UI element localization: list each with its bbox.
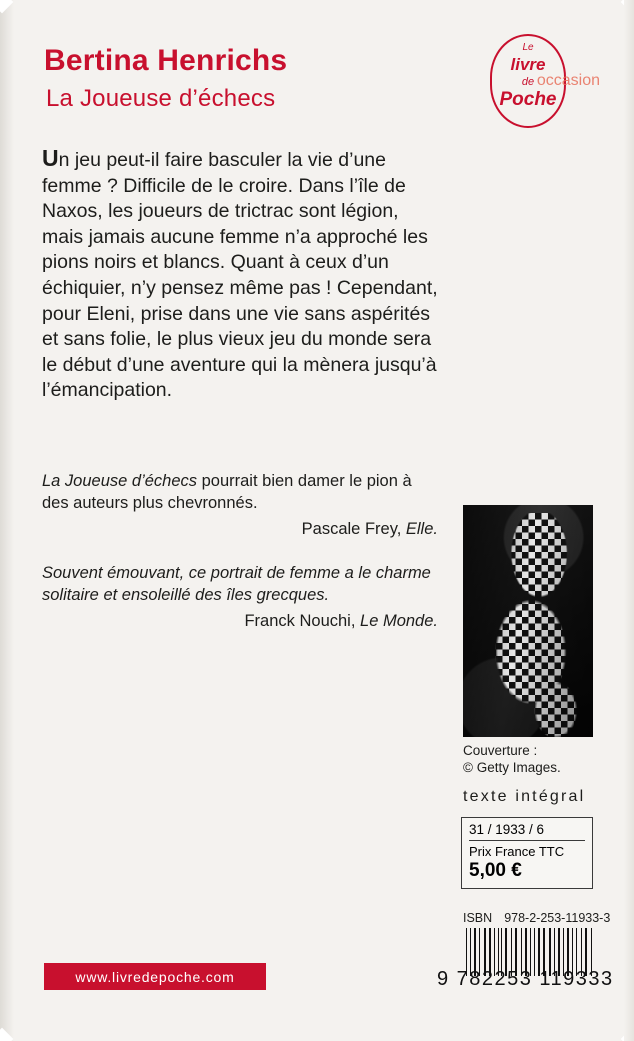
review-quoted-title: La Joueuse d’échecs: [42, 472, 198, 490]
isbn-line: [463, 911, 610, 925]
website-tag: www.livredepoche.com: [44, 963, 266, 990]
edition-note: texte intégral: [463, 788, 586, 805]
blurb-paragraph: [42, 146, 442, 404]
book-title: La Joueuse d’échecs: [46, 85, 276, 112]
logo-line-livre: livre: [510, 55, 546, 74]
corner-bottom-left: [0, 1028, 13, 1041]
review-item: [42, 470, 442, 540]
blurb-dropcap: U: [42, 145, 59, 171]
occasion-stamp: occasion: [536, 72, 600, 89]
price-reference: 31 / 1933 / 6: [469, 822, 585, 841]
barcode-digits: [437, 968, 614, 991]
corner-top-left: [0, 0, 13, 13]
price-value: 5,00 €: [469, 860, 522, 881]
cover-credit-line-2: © Getty Images.: [463, 760, 561, 775]
author-name: Bertina Henrichs: [44, 44, 288, 77]
logo-line-poche: Poche: [499, 89, 557, 110]
review-text: [42, 470, 442, 514]
corner-top-right: [621, 0, 634, 13]
price-label: Prix France TTC: [469, 844, 565, 859]
barcode-lead-digit: 9: [437, 968, 450, 990]
price-box: [461, 817, 593, 889]
logo-line-de: de: [521, 76, 535, 88]
reviews-section: [42, 470, 442, 654]
review-author: Pascale Frey,: [301, 520, 406, 538]
review-text: [42, 562, 442, 606]
review-publication: Elle.: [405, 520, 438, 538]
review-body: pourrait bien damer le pion à des auteurs plus chevronnés.: [42, 472, 412, 512]
barcode-number: 782253 119333: [456, 968, 614, 990]
corner-bottom-right: [621, 1028, 634, 1041]
review-publication: Le Monde.: [360, 612, 438, 630]
cover-credit-line-1: Couverture :: [463, 743, 538, 758]
isbn-number: 978-2-253-11933-3: [504, 911, 611, 925]
isbn-label: ISBN: [463, 911, 493, 925]
logo-line-le: Le: [522, 42, 534, 53]
photo-shading: [463, 505, 593, 737]
review-author: Franck Nouchi,: [244, 612, 361, 630]
review-item: [42, 562, 442, 632]
review-source: [42, 610, 442, 632]
review-body: Souvent émouvant, ce portrait de femme a le charme solitaire et ensoleillé des îles grecques.: [42, 564, 431, 604]
cover-thumbnail-photo: [463, 505, 593, 737]
blurb-text: n jeu peut-il faire basculer la vie d’une femme ? Difficile de le croire. Dans l’île de Naxos, les joueurs de trictrac sont légion, mais jamais aucune femme n’a approché les pions noirs et blancs. Quant à ceux d’un échiquier, n’y pensez même pas ! Cependant, pour Eleni, prise dans une vie sans aspérités et sans folie, le plus vieux jeu du monde sera le début d’une aventure qui la mènera jusqu’à l’émancipation.: [42, 149, 438, 402]
cover-credit: [463, 742, 561, 776]
review-source: [42, 518, 442, 540]
